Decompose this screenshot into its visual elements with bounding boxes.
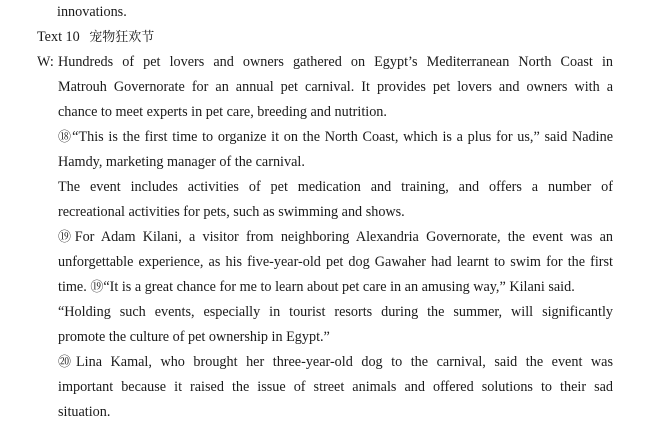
question-marker: ⑳ bbox=[58, 355, 76, 370]
text-line: chance to meet experts in pet care, breeding and nutrition. bbox=[58, 104, 387, 120]
text-line: promote the culture of pet ownership in Egypt.” bbox=[58, 329, 330, 345]
text-line: situation. bbox=[58, 404, 111, 420]
text-line: recreational activities for pets, such as swimming and shows. bbox=[58, 204, 405, 220]
text-segment: For Adam Kilani, a visitor from neighboring Alexandria Governorate, the event was an bbox=[74, 229, 613, 245]
section-number: Text 10 bbox=[37, 29, 80, 45]
text-segment: “It is a great chance for me to learn about pet care in an amusing way,” Kilani said. bbox=[103, 279, 575, 295]
section-heading bbox=[37, 27, 154, 48]
question-marker: ⑲ bbox=[90, 280, 104, 295]
speaker-label: W: bbox=[37, 54, 54, 70]
text-line: important because it raised the issue of street animals and offered solutions to their sad bbox=[58, 379, 613, 395]
text-segment: Lina Kamal, who brought her three-year-old dog to the carnival, said the event was bbox=[76, 354, 613, 370]
text-line: Hundreds of pet lovers and owners gathered on Egypt’s Mediterranean North Coast in bbox=[58, 54, 613, 70]
text-line: Hamdy, marketing manager of the carnival. bbox=[58, 154, 305, 170]
text-line: The event includes activities of pet medication and training, and offers a number of bbox=[58, 179, 613, 195]
section-title-chinese: 宠物狂欢节 bbox=[89, 30, 155, 45]
text-segment: time. bbox=[58, 279, 87, 295]
question-marker: ⑱ bbox=[58, 130, 73, 145]
text-line bbox=[58, 352, 613, 373]
text-line: unforgettable experience, as his five-year-old pet dog Gawaher had learnt to swim for the first bbox=[58, 254, 613, 270]
text-line: “Holding such events, especially in tourist resorts during the summer, will significantly bbox=[58, 304, 613, 320]
text-segment: “This is the first time to organize it on the North Coast, which is a plus for us,” said Nadine bbox=[72, 129, 613, 145]
text-line: Matrouh Governorate for an annual pet carnival. It provides pet lovers and owners with a bbox=[58, 79, 613, 95]
text-line bbox=[58, 227, 613, 248]
text-line bbox=[58, 127, 613, 148]
text-line: innovations. bbox=[57, 4, 127, 20]
question-marker: ⑲ bbox=[58, 230, 75, 245]
text-line bbox=[58, 277, 575, 298]
